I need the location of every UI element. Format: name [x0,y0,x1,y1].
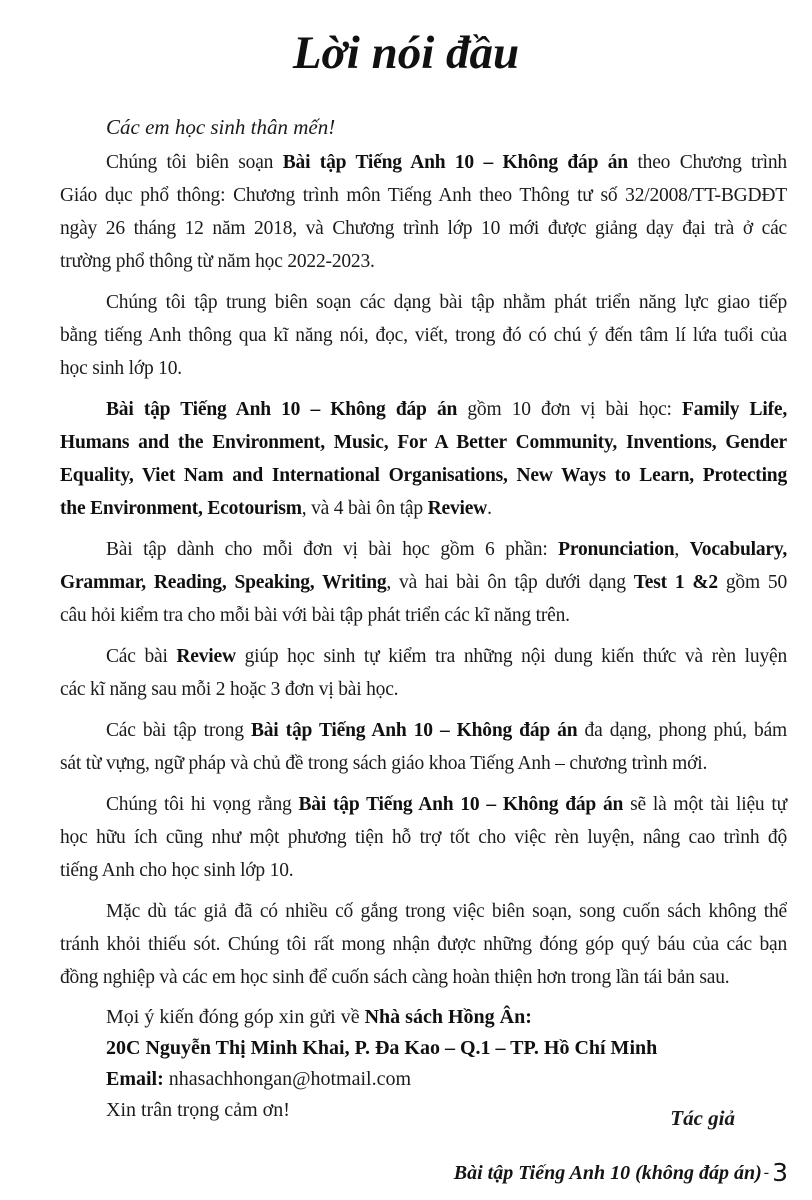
bold-text-run: Email: [106,1068,164,1090]
text-run: Giáo dục phổ thông: Chương trình môn Tiếng Anh theo Thông tư số 32/2008/TT-BGDĐT [60,185,787,206]
text-run: Chúng tôi tập trung biên soạn các dạng bài tập nhằm phát triển năng lực giao tiếp [106,292,787,313]
text-run: đa dạng, phong phú, bám [577,720,787,741]
bold-text-run: Equality, Viet Nam and International Organisations, New Ways to Learn, Protecting [60,465,787,486]
text-line [60,212,787,245]
text-run: theo Chương trình [627,152,787,173]
text-line [60,599,787,632]
paragraph [60,788,787,887]
text-line [60,146,787,179]
footer-page-number: 3 [772,1158,788,1187]
text-line [60,821,787,854]
bold-text-run: Pronunciation [558,539,675,560]
text-line [60,319,787,352]
text-line [60,393,787,426]
text-run: trường phổ thông từ năm học 2022-2023. [60,251,375,272]
text-line [60,895,787,928]
text-line [60,426,787,459]
bold-text-run: the Environment, Ecotourism [60,498,302,519]
bold-text-run: Test 1 &2 [633,572,718,593]
bold-text-run: Bài tập Tiếng Anh 10 – Không đáp án [250,720,578,741]
text-run: gồm 10 đơn vị bài học: [457,399,683,420]
greeting-line: Các em học sinh thân mến! [106,115,336,139]
text-line [60,352,787,385]
body-paragraphs [60,146,787,994]
text-line [60,286,787,319]
paragraph [60,895,787,994]
bold-text-run: Bài tập Tiếng Anh 10 – Không đáp án [282,152,628,173]
text-run: , và 4 bài ôn tập [301,498,428,519]
page-content [60,110,787,1131]
contact-line [60,1064,787,1095]
text-line [60,492,787,525]
text-run: sát từ vựng, ngữ pháp và chủ đề trong sách giáo khoa Tiếng Anh – chương trình mới. [60,753,708,774]
text-run: giúp học sinh tự kiểm tra những nội dung kiến thức và rèn luyện [235,646,787,667]
text-run: , [674,539,690,560]
text-line [60,179,787,212]
paragraph [60,286,787,385]
text-run: Chúng tôi hi vọng rằng [106,794,299,815]
paragraph [60,533,787,632]
text-line [60,747,787,780]
text-run: Mặc dù tác giả đã có nhiều cố gắng trong việc biên soạn, song cuốn sách không thể [106,901,787,922]
text-run: Bài tập dành cho mỗi đơn vị bài học gồm 6 phần: [106,539,559,560]
text-line [60,533,787,566]
text-run: Các bài tập trong [106,720,251,741]
paragraph [60,146,787,278]
text-line [60,245,787,278]
text-line [60,714,787,747]
page-footer [454,1158,788,1187]
text-run: Xin trân trọng cảm ơn! [106,1099,290,1121]
author-signature: Tác giả [670,1106,735,1130]
text-line [60,788,787,821]
text-run: tránh khỏi thiếu sót. Chúng tôi rất mong nhận được những đóng góp quý báu của các bạn [60,934,787,955]
contact-line [60,1002,787,1033]
bold-text-run: Family Life, [682,399,787,420]
bold-text-run: Grammar, Reading, Speaking, Writing [60,572,387,593]
bold-text-run: 20C Nguyễn Thị Minh Khai, P. Đa Kao – Q.1 – TP. Hồ Chí Minh [106,1037,658,1059]
text-run: tiếng Anh cho học sinh lớp 10. [60,860,294,881]
text-run: câu hỏi kiểm tra cho mỗi bài với bài tập phát triển các kĩ năng trên. [60,605,570,626]
text-line [60,566,787,599]
text-line [60,854,787,887]
text-run: sẽ là một tài liệu tự [623,794,787,815]
text-line [60,928,787,961]
text-run: bằng tiếng Anh thông qua kĩ năng nói, đọc, viết, trong đó có chú ý đến tâm lí lứa tuổi của [60,325,787,346]
text-run: học sinh lớp 10. [60,358,182,379]
text-run: Chúng tôi biên soạn [106,152,283,173]
text-run: các kĩ năng sau mỗi 2 hoặc 3 đơn vị bài học. [60,679,399,700]
paragraph [60,714,787,780]
text-run: . [487,498,492,519]
text-run: Mọi ý kiến đóng góp xin gửi về [106,1006,365,1028]
bold-text-run: Vocabulary, [689,539,787,560]
text-run: nhasachhongan@hotmail.com [163,1068,412,1090]
text-run: , và hai bài ôn tập dưới dạng [386,572,634,593]
text-line [60,640,787,673]
page-title: Lời nói đầu [292,27,520,79]
text-line [60,459,787,492]
paragraph [60,640,787,706]
text-line [60,673,787,706]
bold-text-run: Humans and the Environment, Music, For A Better Community, Inventions, Gender [60,432,787,453]
bold-text-run: Review [176,646,236,667]
footer-book-title: Bài tập Tiếng Anh 10 (không đáp án) [453,1162,762,1184]
text-run: gồm 50 [717,572,787,593]
bold-text-run: Review [427,498,488,519]
paragraph [60,393,787,525]
bold-text-run: Bài tập Tiếng Anh 10 – Không đáp án [106,399,458,420]
contact-line [60,1033,787,1064]
bold-text-run: Nhà sách Hồng Ân: [364,1006,532,1028]
text-run: học hữu ích cũng như một phương tiện hỗ trợ tốt cho việc rèn luyện, nâng cao trình độ [60,827,787,848]
text-run: ngày 26 tháng 12 năm 2018, và Chương trình lớp 10 mới được giảng dạy đại trà ở các [60,218,787,239]
text-run: Các bài [106,646,177,667]
bold-text-run: Bài tập Tiếng Anh 10 – Không đáp án [298,794,624,815]
footer-separator: - [763,1164,770,1181]
text-line [60,961,787,994]
text-run: đồng nghiệp và các em học sinh để cuốn sách càng hoàn thiện hơn trong lần tái bản sau. [60,967,730,988]
